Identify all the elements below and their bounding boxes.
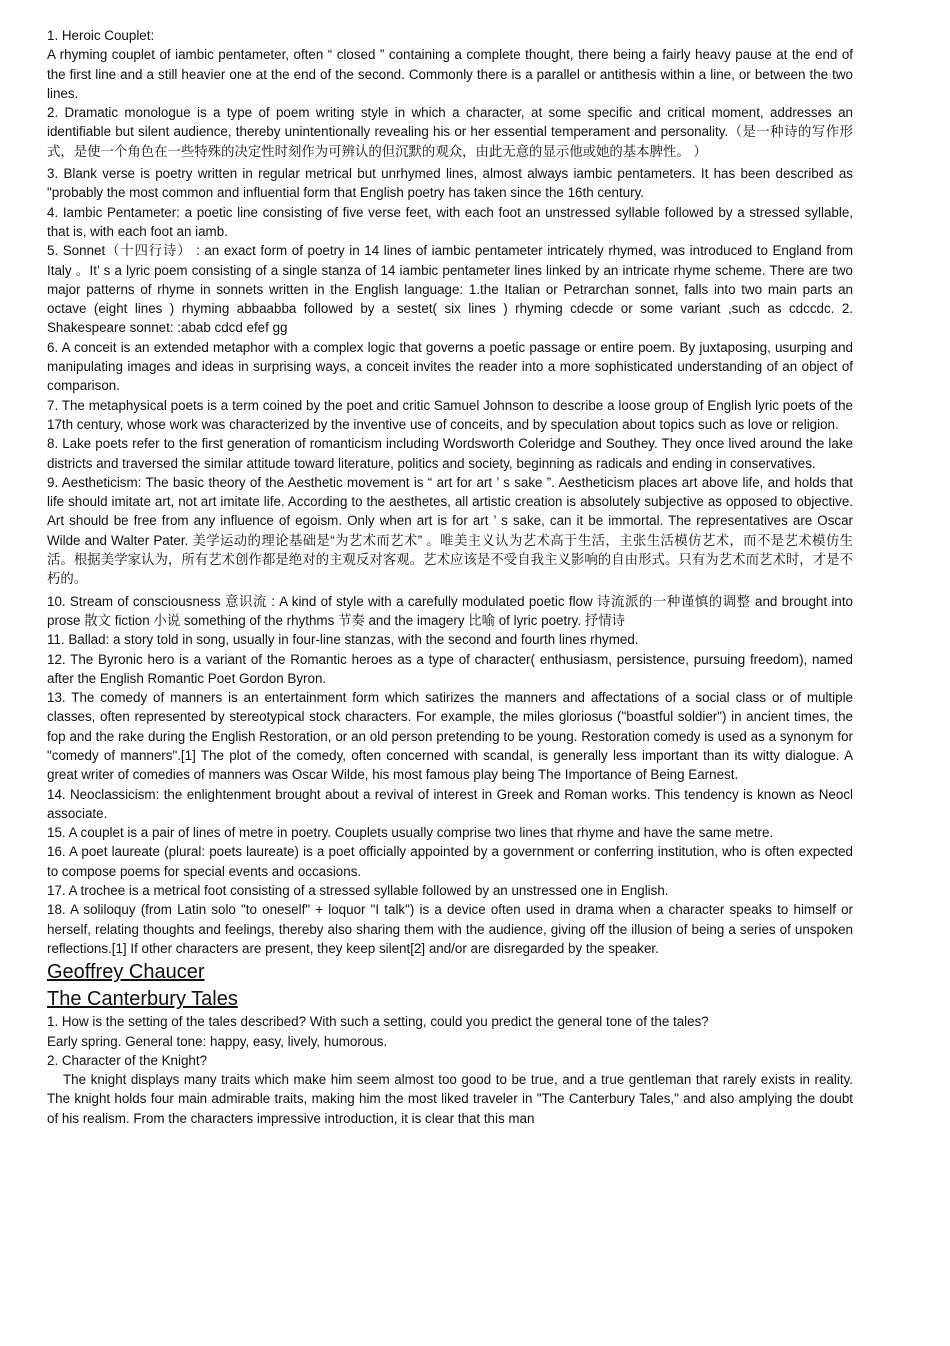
entry-iambic-pentameter: 4. Iambic Pentameter: a poetic line consisting of five verse feet, with each foot an unstressed syllable followed by a stressed syllable, that is, with each foot an iamb. bbox=[47, 204, 853, 239]
entry-couplet: 15. A couplet is a pair of lines of metre in poetry. Couplets usually comprise two lines that rhyme and have the same metre. bbox=[47, 825, 774, 841]
section-author-heading: Geoffrey Chaucer bbox=[47, 961, 205, 984]
entry-metaphysical-poets: 7. The metaphysical poets is a term coined by the poet and critic Samuel Johnson to describe a loose group of English lyric poets of the 17th century, whose work was characterized by the inventive use of conceits, and by speculation about topics such as love or religion. bbox=[47, 397, 853, 432]
entry-heroic-couplet: A rhyming couplet of iambic pentameter, often “ closed ” containing a complete thought, there being a fairly heavy pause at the end of the first line and a still heavier one at the end of the second. Commonly there is a parallel or antithesis within a line, or between the two lines. bbox=[47, 47, 853, 101]
entry-neoclassicism: 14. Neoclassicism: the enlightenment brought about a revival of interest in Greek and Roman works. This tendency is known as Neocl associate. bbox=[47, 786, 853, 821]
entry-lake-poets: 8. Lake poets refer to the first generation of romanticism including Wordsworth Coleridge and Southey. They once lived around the lake districts and traversed the similar attitude toward literature, politics and society, beginning as radicals and ending in conservatives. bbox=[47, 436, 853, 471]
entry-byronic-hero: 12. The Byronic hero is a variant of the Romantic heroes as a type of character( enthusiasm, persistence, pursuing freedom), named after the English Romantic Poet Gordon Byron. bbox=[47, 651, 853, 686]
entry-sonnet: 5. Sonnet（十四行诗） : an exact form of poetry in 14 lines of iambic pentameter intricately rhymed, was introduced to England from Italy 。It’ s a lyric poem consisting of a single stanza of 14 iambic pentameter lines linked by an intricate rhyme scheme. There are two major patterns of rhyme in sonnets written in the English language: 1.the Italian or Petrarchan sonnet, falls into two main parts an octave (eight lines ) rhyming abbaabba followed by a sestet( six lines ) rhyming cdecde or some variant ,such as cdccdc. 2. Shakespeare sonnet: :abab cdcd efef gg bbox=[47, 243, 853, 336]
section-work-heading: The Canterbury Tales bbox=[47, 988, 238, 1011]
entry-ballad: 11. Ballad: a story told in song, usually in four-line stanzas, with the second and fourth lines rhymed. bbox=[47, 632, 639, 648]
entry-soliloquy: 18. A soliloquy (from Latin solo "to oneself" + loquor "I talk") is a device often used in drama when a character speaks to himself or herself, relating thoughts and feelings, thereby also sharing them with the audience, giving off the illusion of being a series of unspoken reflections.[1] If other characters are present, they keep silent[2] and/or are disregarded by the speaker. bbox=[47, 902, 853, 956]
document-page bbox=[47, 26, 853, 1128]
answer-setting: Early spring. General tone: happy, easy, lively, humorous. bbox=[47, 1033, 388, 1049]
entry-trochee: 17. A trochee is a metrical foot consisting of a stressed syllable followed by an unstressed one in English. bbox=[47, 883, 669, 899]
entry-dramatic-monologue: 2. Dramatic monologue is a type of poem writing style in which a character, at some specific and critical moment, addresses an identifiable but silent audience, thereby unintentionally revealing his or her essential temperament and personality.（是一种诗的写作形式，是使一个角色在一些特殊的决定性时刻作为可辨认的但沉默的观众，由此无意的显示他或她的基本脾性。 ） bbox=[47, 105, 853, 159]
entry-comedy-of-manners: 13. The comedy of manners is an entertainment form which satirizes the manners and affectations of a social class or of multiple classes, often represented by stereotypical stock characters. For example, the miles gloriosus ("boastful soldier") in ancient times, the fop and the rake during the English Restoration, or an old person pretending to be young. Restoration comedy is used as a synonym for "comedy of manners".[1] The plot of the comedy, often concerned with scandal, is generally less important than its witty dialogue. A great writer of comedies of manners was Oscar Wilde, his most famous play being The Importance of Being Earnest. bbox=[47, 690, 853, 783]
entry-stream-of-consciousness: 10. Stream of consciousness 意识流 : A kind of style with a carefully modulated poetic flow 诗流派的一种谨慎的调整 and brought into prose 散文 fiction 小说 something of the rhythms 节奏 and the imagery 比喻 of lyric poetry. 抒情诗 bbox=[47, 593, 853, 628]
entry-aestheticism: 9. Aestheticism: The basic theory of the Aesthetic movement is “ art for art ’ s sake ”. Aestheticism places art above life, and holds that life should imitate art, not art imitate life. According to the aesthetes, all artistic creation is absolutely subjective as opposed to objective. Art should be free from any influence of egoism. Only when art is for art ’ s sake, can it be immortal. The representatives are Oscar Wilde and Walter Pater. 美学运动的理论基础是“为艺术而艺术” 。唯美主义认为艺术高于生活，主张生活模仿艺术，而不是艺术模仿生活。根据美学家认为，所有艺术创作都是绝对的主观反对客观。艺术应该是不受自我主义影响的自由形式。只有为艺术而艺术时，才是不朽的。 bbox=[47, 474, 853, 587]
entry-blank-verse: 3. Blank verse is poetry written in regular metrical but unrhymed lines, almost always iambic pentameters. It has been described as "probably the most common and influential form that English poetry has taken since the 16th century. bbox=[47, 166, 853, 201]
entry-conceit: 6. A conceit is an extended metaphor with a complex logic that governs a poetic passage or entire poem. By juxtaposing, usurping and manipulating images and ideas in surprising ways, a conceit invites the reader into a more sophisticated understanding of an object of comparison. bbox=[47, 339, 853, 394]
question-setting: 1. How is the setting of the tales described? With such a setting, could you predict the general tone of the tales? bbox=[47, 1014, 709, 1030]
answer-knight: The knight displays many traits which make him seem almost too good to be true, and a true gentleman that rarely exists in reality. The knight holds four main admirable traits, making him the most liked traveler in "The Canterbury Tales," and also amplying the doubt of his realism. From the characters impressive introduction, it is clear that this man bbox=[47, 1072, 853, 1126]
entry-poet-laureate: 16. A poet laureate (plural: poets laureate) is a poet officially appointed by a government or conferring institution, who is often expected to compose poems for special events and occasions. bbox=[47, 844, 853, 879]
entry-heroic-couplet-title: 1. Heroic Couplet: bbox=[47, 28, 155, 43]
question-knight: 2. Character of the Knight? bbox=[47, 1052, 208, 1068]
